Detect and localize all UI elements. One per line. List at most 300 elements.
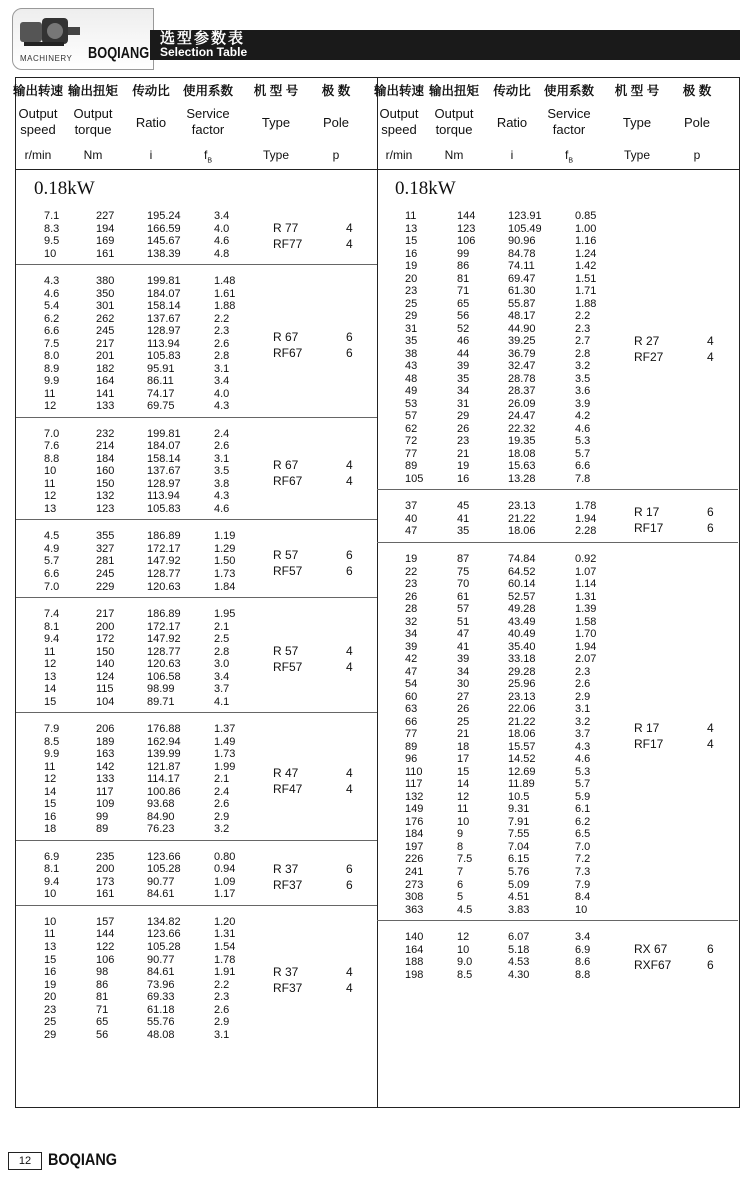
cell-speed: 11 xyxy=(44,928,56,941)
pole-count: 4 xyxy=(707,349,714,364)
cell-ratio: 35.40 xyxy=(508,640,536,653)
cell-ratio: 7.91 xyxy=(508,815,530,828)
cell-speed: 32 xyxy=(405,615,418,628)
group-divider xyxy=(16,597,377,598)
cell-speed: 11 xyxy=(44,477,56,490)
cell-speed: 110 xyxy=(405,765,423,778)
cell-ratio: 114.17 xyxy=(147,773,180,786)
cell-speed: 6.6 xyxy=(44,325,60,338)
cell-ratio: 18.08 xyxy=(508,447,536,460)
cell-speed: 10 xyxy=(44,465,57,478)
cell-ratio: 5.18 xyxy=(508,943,530,956)
cell-factor: 2.6 xyxy=(214,798,230,811)
cell-ratio: 137.67 xyxy=(147,312,181,325)
cell-ratio: 199.81 xyxy=(147,427,181,440)
cell-ratio: 14.52 xyxy=(508,753,536,766)
column-header-cn: 机 型 号 xyxy=(253,84,299,98)
cell-torque: 35 xyxy=(457,525,470,538)
cell-torque: 123 xyxy=(457,222,476,235)
cell-speed: 39 xyxy=(405,640,418,653)
gear-type: RX 67 xyxy=(634,942,668,957)
cell-factor: 2.3 xyxy=(575,322,591,335)
cell-factor: 3.7 xyxy=(214,683,230,696)
cell-torque: 12 xyxy=(457,931,470,944)
gear-type: RF37 xyxy=(273,980,303,995)
cell-ratio: 84.61 xyxy=(147,966,175,979)
cell-factor: 3.6 xyxy=(575,385,591,398)
cell-torque: 56 xyxy=(457,310,470,323)
cell-ratio: 13.28 xyxy=(508,472,536,485)
cell-ratio: 23.13 xyxy=(508,690,536,703)
cell-speed: 66 xyxy=(405,715,418,728)
cell-speed: 4.6 xyxy=(44,287,60,300)
cell-ratio: 24.47 xyxy=(508,410,536,423)
page-number: 12 xyxy=(8,1152,42,1170)
cell-torque: 21 xyxy=(457,447,470,460)
cell-factor: 1.16 xyxy=(575,235,597,248)
cell-ratio: 76.23 xyxy=(147,823,175,836)
cell-factor: 7.9 xyxy=(575,878,591,891)
cell-torque: 15 xyxy=(457,765,470,778)
cell-factor: 1.29 xyxy=(214,542,236,555)
cell-ratio: 73.96 xyxy=(147,978,175,991)
cell-torque: 7 xyxy=(457,866,464,878)
column-header-cn: 机 型 号 xyxy=(614,84,660,98)
cell-ratio: 36.79 xyxy=(508,347,536,360)
cell-torque: 161 xyxy=(96,888,115,901)
cell-factor: 0.92 xyxy=(575,553,597,565)
cell-ratio: 4.30 xyxy=(508,968,530,981)
cell-speed: 363 xyxy=(405,903,424,916)
cell-ratio: 18.06 xyxy=(508,728,536,741)
brand-tagline: MACHINERY xyxy=(20,54,73,63)
cell-speed: 8.3 xyxy=(44,222,60,235)
cell-speed: 77 xyxy=(405,447,418,460)
cell-speed: 7.0 xyxy=(44,427,60,440)
cell-factor: 4.3 xyxy=(575,740,591,753)
group-divider xyxy=(16,519,377,520)
cell-speed: 197 xyxy=(405,840,424,853)
cell-factor: 2.6 xyxy=(214,1003,230,1016)
cell-torque: 34 xyxy=(457,385,470,398)
cell-factor: 3.1 xyxy=(214,452,230,465)
cell-torque: 109 xyxy=(96,798,115,811)
cell-speed: 7.6 xyxy=(44,440,60,453)
gear-type: R 77 xyxy=(273,221,299,236)
cell-torque: 41 xyxy=(457,640,470,653)
cell-torque: 89 xyxy=(96,823,109,836)
gear-type: R 37 xyxy=(273,861,299,876)
cell-torque: 133 xyxy=(96,773,115,786)
cell-torque: 194 xyxy=(96,222,115,235)
cell-speed: 19 xyxy=(44,978,57,991)
cell-speed: 63 xyxy=(405,703,418,716)
cell-factor: 2.5 xyxy=(214,633,230,646)
cell-speed: 19 xyxy=(405,260,418,273)
cell-factor: 2.8 xyxy=(214,645,230,658)
column-header-en: Output xyxy=(379,106,419,121)
cell-torque: 10 xyxy=(457,815,470,828)
pole-count: 6 xyxy=(346,345,353,360)
cell-factor: 1.42 xyxy=(575,260,597,273)
cell-ratio: 195.24 xyxy=(147,210,181,222)
cell-speed: 16 xyxy=(405,247,418,260)
group-divider xyxy=(16,840,377,841)
cell-ratio: 33.18 xyxy=(508,653,536,666)
cell-factor: 3.8 xyxy=(214,477,230,490)
cell-speed: 4.3 xyxy=(44,275,60,288)
cell-torque: 262 xyxy=(96,312,115,325)
cell-factor: 1.78 xyxy=(575,500,597,513)
cell-ratio: 186.89 xyxy=(147,608,181,621)
cell-factor: 1.24 xyxy=(575,247,597,260)
cell-torque: 173 xyxy=(96,875,115,888)
cell-speed: 12 xyxy=(44,490,57,503)
cell-factor: 3.4 xyxy=(214,670,230,683)
cell-factor: 2.3 xyxy=(214,991,230,1004)
pole-count: 6 xyxy=(346,547,353,562)
column-unit: i xyxy=(149,148,153,162)
column-header-en: Ratio xyxy=(135,115,167,130)
cell-factor: 8.6 xyxy=(575,956,591,969)
cell-speed: 149 xyxy=(405,803,424,816)
cell-torque: 61 xyxy=(457,590,470,603)
power-rating: 0.18kW xyxy=(395,178,456,199)
cell-speed: 164 xyxy=(405,943,424,956)
cell-speed: 47 xyxy=(405,525,418,538)
cell-factor: 3.5 xyxy=(575,372,591,385)
cell-ratio: 147.92 xyxy=(147,633,181,646)
pole-count: 4 xyxy=(346,237,353,252)
column-header-cn: 传动比 xyxy=(493,84,531,98)
pole-count: 4 xyxy=(346,644,353,659)
cell-factor: 0.80 xyxy=(214,850,236,863)
cell-factor: 1.19 xyxy=(214,530,236,543)
cell-factor: 4.6 xyxy=(214,235,230,248)
cell-factor: 1.31 xyxy=(575,590,597,603)
cell-factor: 1.61 xyxy=(214,287,236,300)
cell-speed: 188 xyxy=(405,956,424,969)
cell-torque: 27 xyxy=(457,690,470,703)
cell-ratio: 64.52 xyxy=(508,565,536,578)
cell-speed: 25 xyxy=(405,297,418,310)
cell-speed: 9.9 xyxy=(44,748,60,761)
pole-count: 6 xyxy=(346,563,353,578)
cell-speed: 4.9 xyxy=(44,542,60,555)
cell-speed: 8.1 xyxy=(44,620,60,633)
cell-ratio: 186.89 xyxy=(147,530,181,543)
cell-ratio: 74.11 xyxy=(508,260,535,273)
cell-ratio: 113.94 xyxy=(147,490,180,503)
cell-torque: 45 xyxy=(457,500,470,513)
cell-ratio: 123.66 xyxy=(147,928,181,941)
cell-factor: 3.4 xyxy=(214,210,230,222)
cell-torque: 132 xyxy=(96,490,115,503)
cell-torque: 200 xyxy=(96,863,115,876)
cell-factor: 1.51 xyxy=(575,272,597,285)
cell-ratio: 5.09 xyxy=(508,878,530,891)
cell-ratio: 134.82 xyxy=(147,915,181,928)
cell-ratio: 9.31 xyxy=(508,803,530,816)
gear-type: R 67 xyxy=(273,329,299,344)
gear-type: RF27 xyxy=(634,349,664,364)
cell-torque: 217 xyxy=(96,337,115,350)
column-header-en: factor xyxy=(191,122,225,137)
cell-speed: 176 xyxy=(405,815,424,828)
column-header-en: Type xyxy=(622,115,652,130)
cell-ratio: 28.37 xyxy=(508,385,536,398)
cell-torque: 327 xyxy=(96,542,115,555)
cell-ratio: 172.17 xyxy=(147,620,181,633)
column-unit: Type xyxy=(623,148,650,162)
cell-factor: 1.54 xyxy=(214,941,236,953)
cell-torque: 86 xyxy=(96,978,109,991)
cell-speed: 19 xyxy=(405,553,418,565)
cell-factor: 3.7 xyxy=(575,728,591,741)
cell-factor: 6.9 xyxy=(575,943,591,956)
cell-speed: 23 xyxy=(44,1003,57,1016)
column-unit: p xyxy=(693,148,701,162)
cell-speed: 34 xyxy=(405,628,418,641)
cell-ratio: 84.90 xyxy=(147,810,175,823)
group-divider xyxy=(16,417,377,418)
cell-factor: 1.49 xyxy=(214,735,236,748)
cell-ratio: 32.47 xyxy=(508,360,536,373)
gear-type: RF47 xyxy=(273,781,303,796)
cell-torque: 81 xyxy=(457,272,470,285)
cell-factor: 2.3 xyxy=(214,325,230,338)
cell-speed: 57 xyxy=(405,410,418,423)
cell-factor: 1.99 xyxy=(214,760,236,773)
cell-speed: 15 xyxy=(44,695,57,708)
cell-speed: 29 xyxy=(44,1028,57,1041)
cell-torque: 16 xyxy=(457,472,470,485)
gear-type: R 67 xyxy=(273,457,299,472)
cell-speed: 20 xyxy=(405,272,418,285)
cell-torque: 172 xyxy=(96,633,115,646)
gear-type: R 27 xyxy=(634,333,660,348)
column-header-en: Output xyxy=(73,106,113,121)
cell-speed: 10 xyxy=(44,915,57,928)
cell-factor: 1.39 xyxy=(575,603,597,616)
cell-ratio: 15.57 xyxy=(508,740,536,753)
group-divider xyxy=(377,920,738,921)
cell-torque: 104 xyxy=(96,695,115,708)
cell-speed: 26 xyxy=(405,590,418,603)
cell-torque: 21 xyxy=(457,728,470,741)
cell-torque: 8 xyxy=(457,840,464,853)
gear-type: RF17 xyxy=(634,521,664,536)
cell-factor: 3.5 xyxy=(214,465,230,478)
cell-speed: 140 xyxy=(405,931,424,944)
cell-ratio: 105.83 xyxy=(147,502,181,515)
cell-speed: 184 xyxy=(405,828,424,841)
pole-count: 4 xyxy=(707,333,714,348)
column-header-en: factor xyxy=(552,122,586,137)
cell-factor: 1.07 xyxy=(575,565,597,578)
cell-torque: 200 xyxy=(96,620,115,633)
pole-count: 4 xyxy=(346,765,353,780)
pole-count: 4 xyxy=(346,457,353,472)
cell-torque: 117 xyxy=(96,785,114,798)
cell-torque: 380 xyxy=(96,275,115,288)
gear-type: RF67 xyxy=(273,473,303,488)
cell-torque: 164 xyxy=(96,375,115,388)
cell-ratio: 105.28 xyxy=(147,863,181,876)
pole-count: 6 xyxy=(346,877,353,892)
cell-ratio: 4.53 xyxy=(508,956,530,969)
cell-factor: 2.3 xyxy=(575,665,591,678)
cell-factor: 1.73 xyxy=(214,568,236,580)
cell-factor: 1.73 xyxy=(214,748,236,761)
cell-speed: 15 xyxy=(44,798,57,811)
cell-speed: 8.0 xyxy=(44,350,60,363)
cell-factor: 5.3 xyxy=(575,435,591,448)
cell-factor: 1.20 xyxy=(214,915,236,928)
pole-count: 6 xyxy=(707,942,714,957)
cell-ratio: 100.86 xyxy=(147,785,181,798)
cell-ratio: 128.97 xyxy=(147,325,181,338)
cell-factor: 7.8 xyxy=(575,472,591,485)
page-title: 选型参数表 xyxy=(160,30,246,47)
cell-factor: 1.70 xyxy=(575,628,597,641)
cell-factor: 5.3 xyxy=(575,765,591,778)
cell-ratio: 123.91 xyxy=(508,210,542,222)
cell-ratio: 69.47 xyxy=(508,272,536,285)
cell-speed: 40 xyxy=(405,512,418,525)
cell-speed: 15 xyxy=(405,235,418,248)
cell-torque: 142 xyxy=(96,760,115,773)
cell-ratio: 40.49 xyxy=(508,628,536,641)
cell-ratio: 52.57 xyxy=(508,590,536,603)
cell-speed: 47 xyxy=(405,665,418,678)
cell-torque: 150 xyxy=(96,477,115,490)
column-header-en: torque xyxy=(435,122,473,137)
pole-count: 4 xyxy=(346,660,353,675)
cell-factor: 6.6 xyxy=(575,460,591,473)
cell-ratio: 86.11 xyxy=(147,375,174,388)
cell-torque: 7.5 xyxy=(457,853,473,866)
cell-factor: 1.31 xyxy=(214,928,236,941)
cell-torque: 71 xyxy=(96,1003,109,1016)
cell-torque: 26 xyxy=(457,422,470,435)
cell-speed: 54 xyxy=(405,678,418,691)
cell-ratio: 74.17 xyxy=(147,387,175,400)
cell-factor: 1.84 xyxy=(214,580,236,593)
unit-subscript: B xyxy=(568,157,573,165)
cell-torque: 301 xyxy=(96,300,115,313)
group-divider xyxy=(377,542,738,543)
cell-ratio: 25.96 xyxy=(508,678,536,691)
cell-speed: 60 xyxy=(405,690,418,703)
cell-torque: 123 xyxy=(96,502,115,515)
cell-factor: 3.2 xyxy=(575,360,591,373)
cell-torque: 184 xyxy=(96,452,115,465)
cell-factor: 1.58 xyxy=(575,615,597,628)
cell-ratio: 128.77 xyxy=(147,645,181,658)
cell-ratio: 61.18 xyxy=(147,1003,175,1016)
cell-speed: 35 xyxy=(405,335,418,348)
pole-count: 4 xyxy=(346,221,353,236)
cell-speed: 105 xyxy=(405,472,424,485)
cell-torque: 4.5 xyxy=(457,903,473,916)
cell-ratio: 176.88 xyxy=(147,723,181,736)
cell-torque: 57 xyxy=(457,603,470,616)
cell-factor: 4.6 xyxy=(575,422,591,435)
gear-type: RF57 xyxy=(273,660,303,675)
cell-factor: 2.9 xyxy=(214,810,230,823)
cell-speed: 13 xyxy=(44,670,57,683)
cell-ratio: 6.15 xyxy=(508,853,530,866)
cell-torque: 99 xyxy=(96,810,109,823)
cell-torque: 19 xyxy=(457,460,470,473)
cell-torque: 106 xyxy=(457,235,476,248)
cell-ratio: 69.33 xyxy=(147,991,175,1004)
cell-ratio: 95.91 xyxy=(147,362,175,375)
pole-count: 6 xyxy=(707,505,714,520)
cell-speed: 132 xyxy=(405,790,424,803)
column-header-en: Service xyxy=(547,106,591,121)
cell-speed: 12 xyxy=(44,658,57,671)
cell-torque: 245 xyxy=(96,325,115,338)
cell-torque: 12 xyxy=(457,790,470,803)
column-header-cn: 输出扭矩 xyxy=(428,84,479,98)
cell-ratio: 121.87 xyxy=(147,760,181,773)
cell-factor: 1.14 xyxy=(575,578,597,591)
cell-factor: 4.2 xyxy=(575,410,591,423)
gear-type: RF67 xyxy=(273,345,303,360)
cell-factor: 4.1 xyxy=(214,695,230,708)
column-unit: Nm xyxy=(83,148,103,162)
cell-torque: 65 xyxy=(96,1016,109,1029)
cell-torque: 229 xyxy=(96,580,115,593)
header-divider xyxy=(16,169,739,170)
column-header-en: Ratio xyxy=(496,115,528,130)
cell-factor: 6.5 xyxy=(575,828,591,841)
column-header-cn: 极 数 xyxy=(321,84,351,98)
cell-ratio: 55.76 xyxy=(147,1016,175,1029)
cell-torque: 9.0 xyxy=(457,956,473,969)
cell-ratio: 137.67 xyxy=(147,465,181,478)
cell-ratio: 166.59 xyxy=(147,222,181,235)
cell-speed: 15 xyxy=(44,953,57,966)
gear-type: R 47 xyxy=(273,765,299,780)
gear-type: RF17 xyxy=(634,736,664,751)
cell-torque: 26 xyxy=(457,703,470,716)
cell-factor: 4.0 xyxy=(214,387,230,400)
cell-speed: 13 xyxy=(405,222,418,235)
cell-torque: 75 xyxy=(457,565,470,578)
column-unit: Type xyxy=(262,148,289,162)
cell-torque: 65 xyxy=(457,297,470,310)
page-subtitle: Selection Table xyxy=(160,45,248,59)
column-unit: p xyxy=(332,148,340,162)
cell-factor: 3.4 xyxy=(214,375,230,388)
cell-torque: 161 xyxy=(96,247,115,260)
cell-speed: 7.0 xyxy=(44,580,60,593)
cell-factor: 1.00 xyxy=(575,222,597,235)
cell-torque: 214 xyxy=(96,440,115,453)
cell-factor: 3.1 xyxy=(214,362,230,375)
cell-torque: 17 xyxy=(457,753,470,766)
cell-factor: 3.1 xyxy=(575,703,591,716)
cell-torque: 140 xyxy=(96,658,115,671)
cell-ratio: 21.22 xyxy=(508,715,536,728)
cell-factor: 1.88 xyxy=(575,297,597,310)
cell-torque: 18 xyxy=(457,740,470,753)
cell-factor: 5.9 xyxy=(575,790,591,803)
cell-factor: 1.88 xyxy=(214,300,236,313)
